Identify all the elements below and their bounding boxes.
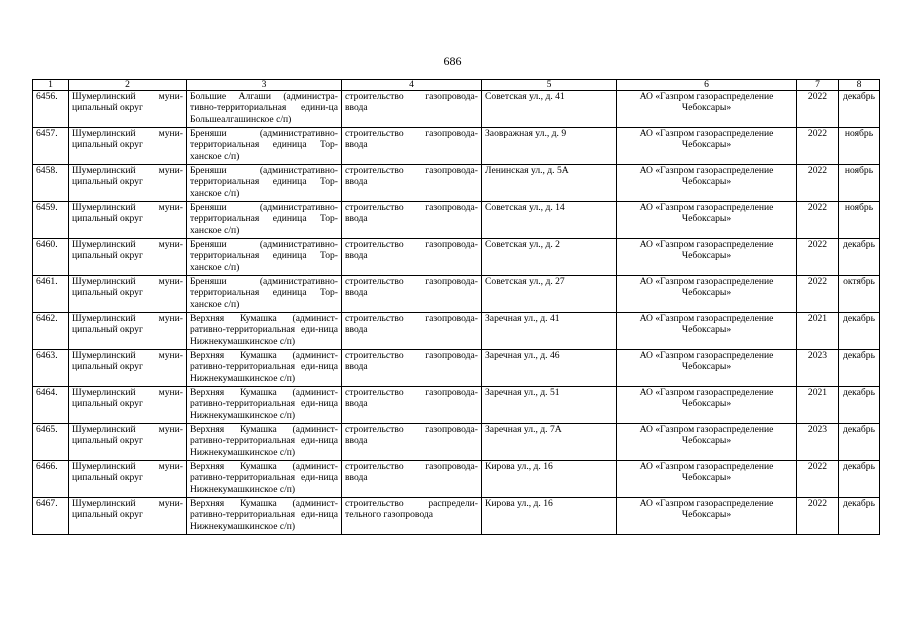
table-row: [33, 461, 880, 498]
column-header: 6: [617, 80, 797, 91]
table-row: [33, 350, 880, 387]
year-cell: 2023: [797, 350, 839, 387]
municipality-cell: Шумерлинский муни-ципальный округ: [69, 461, 187, 498]
address-cell: Советская ул., д. 27: [482, 276, 617, 313]
work-type-cell: строительство газопровода-ввода: [342, 202, 482, 239]
work-type-cell: строительство газопровода-ввода: [342, 424, 482, 461]
year-cell: 2022: [797, 239, 839, 276]
address-cell: Заречная ул., д. 7А: [482, 424, 617, 461]
settlement-cell: Верхняя Кумашка (админист-ративно-территориальная еди-ница Нижнекумашкинское с/п): [187, 424, 342, 461]
address-cell: Кирова ул., д. 16: [482, 461, 617, 498]
table-row: [33, 91, 880, 128]
column-header: 2: [69, 80, 187, 91]
municipality-cell: Шумерлинский муни-ципальный округ: [69, 498, 187, 535]
row-number: 6461.: [33, 276, 69, 313]
column-header: 3: [187, 80, 342, 91]
work-type-cell: строительство газопровода-ввода: [342, 350, 482, 387]
address-cell: Ленинская ул., д. 5А: [482, 165, 617, 202]
column-header: 7: [797, 80, 839, 91]
year-cell: 2022: [797, 128, 839, 165]
column-number-row: [33, 80, 880, 91]
data-table: [32, 79, 880, 535]
work-type-cell: строительство распредели-тельного газопровода: [342, 498, 482, 535]
table-row: [33, 276, 880, 313]
month-cell: ноябрь: [839, 128, 880, 165]
settlement-cell: Верхняя Кумашка (админист-ративно-территориальная еди-ница Нижнекумашкинское с/п): [187, 387, 342, 424]
settlement-cell: Большие Алгаши (администра-тивно-территориальная едини-ца Большеалгашинское с/п): [187, 91, 342, 128]
settlement-cell: Верхняя Кумашка (админист-ративно-территориальная еди-ница Нижнекумашкинское с/п): [187, 350, 342, 387]
address-cell: Кирова ул., д. 16: [482, 498, 617, 535]
table-row: [33, 387, 880, 424]
table-row: [33, 239, 880, 276]
municipality-cell: Шумерлинский муни-ципальный округ: [69, 202, 187, 239]
column-header: 1: [33, 80, 69, 91]
organization-cell: АО «Газпром газораспределение Чебоксары»: [617, 91, 797, 128]
row-number: 6464.: [33, 387, 69, 424]
organization-cell: АО «Газпром газораспределение Чебоксары»: [617, 165, 797, 202]
settlement-cell: Верхняя Кумашка (админист-ративно-территориальная еди-ница Нижнекумашкинское с/п): [187, 313, 342, 350]
municipality-cell: Шумерлинский муни-ципальный округ: [69, 128, 187, 165]
work-type-cell: строительство газопровода-ввода: [342, 387, 482, 424]
row-number: 6459.: [33, 202, 69, 239]
month-cell: октябрь: [839, 276, 880, 313]
column-header: 8: [839, 80, 880, 91]
row-number: 6457.: [33, 128, 69, 165]
organization-cell: АО «Газпром газораспределение Чебоксары»: [617, 350, 797, 387]
row-number: 6466.: [33, 461, 69, 498]
table-row: [33, 202, 880, 239]
table-row: [33, 424, 880, 461]
address-cell: Заречная ул., д. 51: [482, 387, 617, 424]
year-cell: 2021: [797, 313, 839, 350]
year-cell: 2022: [797, 165, 839, 202]
organization-cell: АО «Газпром газораспределение Чебоксары»: [617, 498, 797, 535]
municipality-cell: Шумерлинский муни-ципальный округ: [69, 276, 187, 313]
work-type-cell: строительство газопровода-ввода: [342, 128, 482, 165]
year-cell: 2022: [797, 91, 839, 128]
month-cell: декабрь: [839, 424, 880, 461]
municipality-cell: Шумерлинский муни-ципальный округ: [69, 424, 187, 461]
year-cell: 2022: [797, 276, 839, 313]
settlement-cell: Бреняши (административно-территориальная единица Тор-ханское с/п): [187, 165, 342, 202]
municipality-cell: Шумерлинский муни-ципальный округ: [69, 313, 187, 350]
address-cell: Заречная ул., д. 41: [482, 313, 617, 350]
municipality-cell: Шумерлинский муни-ципальный округ: [69, 165, 187, 202]
organization-cell: АО «Газпром газораспределение Чебоксары»: [617, 387, 797, 424]
table-row: [33, 165, 880, 202]
settlement-cell: Верхняя Кумашка (админист-ративно-территориальная еди-ница Нижнекумашкинское с/п): [187, 461, 342, 498]
month-cell: декабрь: [839, 239, 880, 276]
address-cell: Заовражная ул., д. 9: [482, 128, 617, 165]
organization-cell: АО «Газпром газораспределение Чебоксары»: [617, 128, 797, 165]
settlement-cell: Бреняши (административно-территориальная единица Тор-ханское с/п): [187, 202, 342, 239]
year-cell: 2022: [797, 202, 839, 239]
organization-cell: АО «Газпром газораспределение Чебоксары»: [617, 424, 797, 461]
table-body: [33, 91, 880, 535]
organization-cell: АО «Газпром газораспределение Чебоксары»: [617, 276, 797, 313]
organization-cell: АО «Газпром газораспределение Чебоксары»: [617, 239, 797, 276]
year-cell: 2022: [797, 461, 839, 498]
organization-cell: АО «Газпром газораспределение Чебоксары»: [617, 202, 797, 239]
month-cell: декабрь: [839, 498, 880, 535]
year-cell: 2022: [797, 498, 839, 535]
column-header: 5: [482, 80, 617, 91]
settlement-cell: Бреняши (административно-территориальная единица Тор-ханское с/п): [187, 128, 342, 165]
work-type-cell: строительство газопровода-ввода: [342, 313, 482, 350]
row-number: 6465.: [33, 424, 69, 461]
year-cell: 2023: [797, 424, 839, 461]
table-row: [33, 128, 880, 165]
month-cell: декабрь: [839, 313, 880, 350]
year-cell: 2021: [797, 387, 839, 424]
month-cell: ноябрь: [839, 202, 880, 239]
work-type-cell: строительство газопровода-ввода: [342, 91, 482, 128]
work-type-cell: строительство газопровода-ввода: [342, 461, 482, 498]
municipality-cell: Шумерлинский муни-ципальный округ: [69, 91, 187, 128]
month-cell: декабрь: [839, 461, 880, 498]
month-cell: декабрь: [839, 91, 880, 128]
organization-cell: АО «Газпром газораспределение Чебоксары»: [617, 313, 797, 350]
column-header: 4: [342, 80, 482, 91]
table-row: [33, 498, 880, 535]
page-number: 686: [443, 54, 462, 68]
settlement-cell: Бреняши (административно-территориальная единица Тор-ханское с/п): [187, 239, 342, 276]
work-type-cell: строительство газопровода-ввода: [342, 165, 482, 202]
row-number: 6458.: [33, 165, 69, 202]
settlement-cell: Верхняя Кумашка (админист-ративно-территориальная еди-ница Нижнекумашкинское с/п): [187, 498, 342, 535]
row-number: 6462.: [33, 313, 69, 350]
row-number: 6456.: [33, 91, 69, 128]
address-cell: Заречная ул., д. 46: [482, 350, 617, 387]
row-number: 6460.: [33, 239, 69, 276]
table-row: [33, 313, 880, 350]
month-cell: декабрь: [839, 350, 880, 387]
municipality-cell: Шумерлинский муни-ципальный округ: [69, 350, 187, 387]
address-cell: Советская ул., д. 41: [482, 91, 617, 128]
address-cell: Советская ул., д. 2: [482, 239, 617, 276]
month-cell: декабрь: [839, 387, 880, 424]
work-type-cell: строительство газопровода-ввода: [342, 276, 482, 313]
municipality-cell: Шумерлинский муни-ципальный округ: [69, 387, 187, 424]
municipality-cell: Шумерлинский муни-ципальный округ: [69, 239, 187, 276]
month-cell: ноябрь: [839, 165, 880, 202]
settlement-cell: Бреняши (административно-территориальная единица Тор-ханское с/п): [187, 276, 342, 313]
work-type-cell: строительство газопровода-ввода: [342, 239, 482, 276]
address-cell: Советская ул., д. 14: [482, 202, 617, 239]
row-number: 6467.: [33, 498, 69, 535]
row-number: 6463.: [33, 350, 69, 387]
organization-cell: АО «Газпром газораспределение Чебоксары»: [617, 461, 797, 498]
